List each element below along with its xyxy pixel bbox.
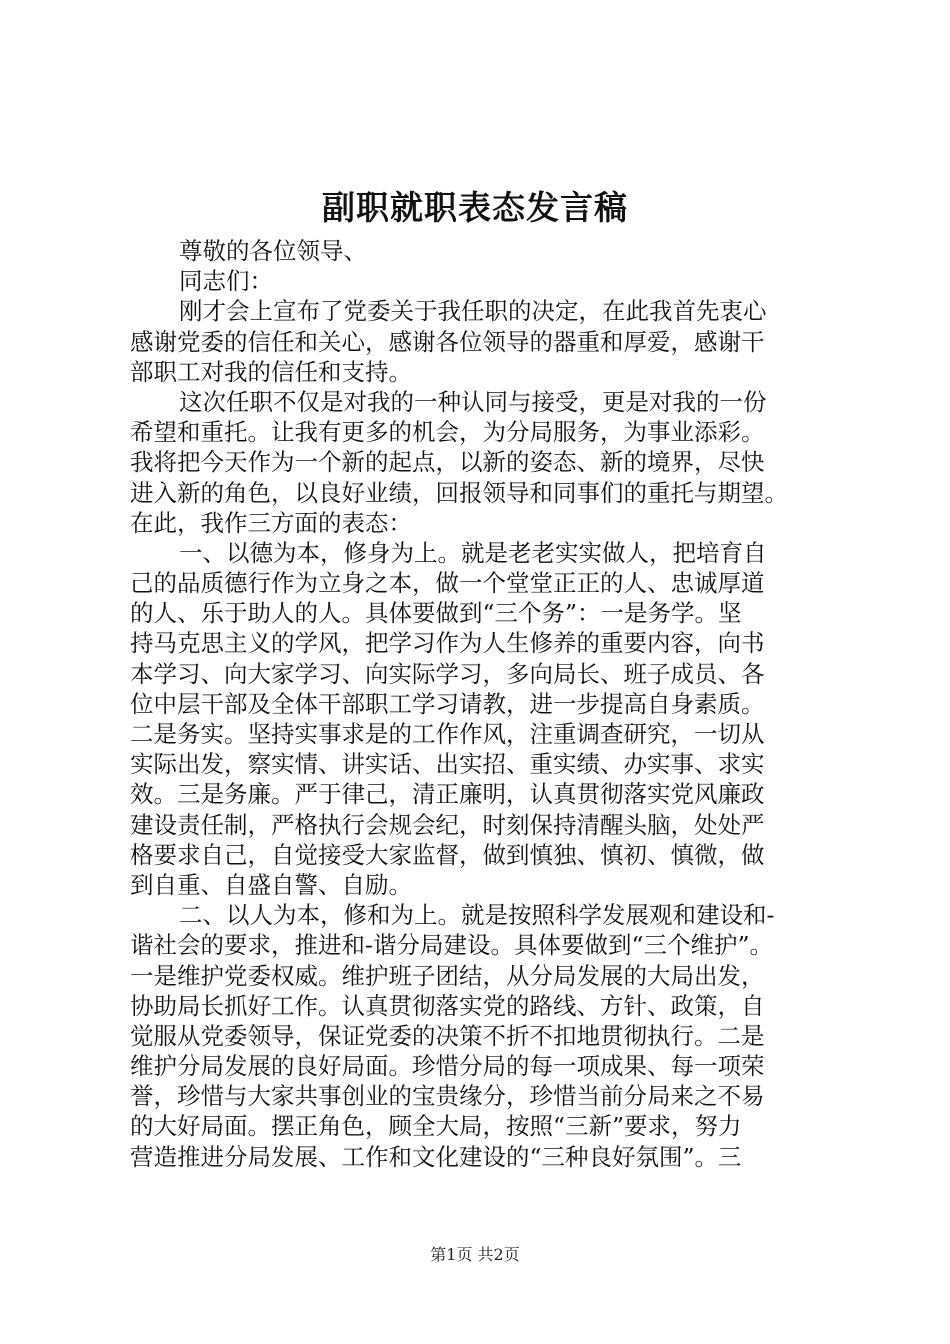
body-line: 这次任职不仅是对我的一种认同与接受，更是对我的一份	[179, 387, 767, 416]
body-line: 二是务实。坚持实事求是的工作作风，注重调查研究，一切从	[130, 720, 765, 748]
body-line: 刚才会上宣布了党委关于我任职的决定，在此我首先衷心	[179, 297, 767, 326]
body-line: 尊敬的各位领导、	[179, 237, 367, 265]
body-line: 营造推进分局发展、工作和文化建设的“三种良好氛围”。三	[130, 1142, 742, 1171]
body-line: 格要求自己，自觉接受大家监督，做到慎独、慎初、慎微，做	[130, 840, 765, 869]
body-line: 持马克思主义的学风，把学习作为人生修养的重要内容，向书	[130, 629, 765, 658]
body-line: 二、以人为本，修和为上。就是按照科学发展观和建设和-	[179, 901, 775, 930]
body-line: 本学习、向大家学习、向实际学习，多向局长、班子成员、各	[130, 659, 765, 688]
body-line: 希望和重托。让我有更多的机会，为分局服务，为事业添彩。	[130, 418, 765, 447]
body-line: 维护分局发展的良好局面。珍惜分局的每一项成果、每一项荣	[130, 1052, 765, 1081]
body-line: 誉，珍惜与大家共事创业的宝贵缘分，珍惜当前分局来之不易	[130, 1082, 765, 1111]
body-line: 进入新的角色，以良好业绩，回报领导和同事们的重托与期望。	[130, 478, 788, 507]
body-line: 己的品质德行作为立身之本，做一个堂堂正正的人、忠诚厚道	[130, 569, 765, 598]
body-line: 建设责任制，严格执行会规会纪，时刻保持清醒头脑，处处严	[130, 810, 765, 839]
body-line: 的大好局面。摆正角色，顾全大局，按照“三新”要求，努力	[130, 1112, 742, 1141]
body-line: 我将把今天作为一个新的起点，以新的姿态、新的境界，尽快	[130, 448, 765, 477]
body-line: 效。三是务廉。严于律己，清正廉明，认真贯彻落实党风廉政	[130, 780, 765, 809]
body-line: 同志们：	[179, 267, 273, 296]
document-body	[130, 236, 830, 1172]
body-line: 到自重、自盛自警、自励。	[130, 870, 412, 899]
body-line: 谐社会的要求，推进和-谐分局建设。具体要做到“三个维护”。	[130, 931, 773, 960]
page-footer: 第1页 共2页	[430, 1245, 520, 1264]
body-line: 在此，我作三方面的表态：	[130, 508, 412, 537]
body-line: 协助局长抓好工作。认真贯彻落实党的路线、方针、政策，自	[130, 991, 765, 1020]
body-line: 一、以德为本，修身为上。就是老老实实做人，把培育自	[179, 538, 767, 567]
body-line: 的人、乐于助人的人。具体要做到“三个务”：一是务学。坚	[130, 599, 742, 628]
body-line: 位中层干部及全体干部职工学习请教，进一步提高自身素质。	[130, 689, 765, 718]
body-line: 部职工对我的信任和支持。	[130, 357, 412, 386]
document-title: 副职就职表态发言稿	[322, 188, 628, 227]
body-line: 一是维护党委权威。维护班子团结，从分局发展的大局出发，	[130, 961, 765, 990]
body-line: 觉服从党委领导，保证党委的决策不折不扣地贯彻执行。二是	[130, 1021, 765, 1050]
body-line: 感谢党委的信任和关心，感谢各位领导的器重和厚爱，感谢干	[130, 327, 765, 356]
body-line: 实际出发，察实情、讲实话、出实招、重实绩、办实事、求实	[130, 750, 765, 779]
